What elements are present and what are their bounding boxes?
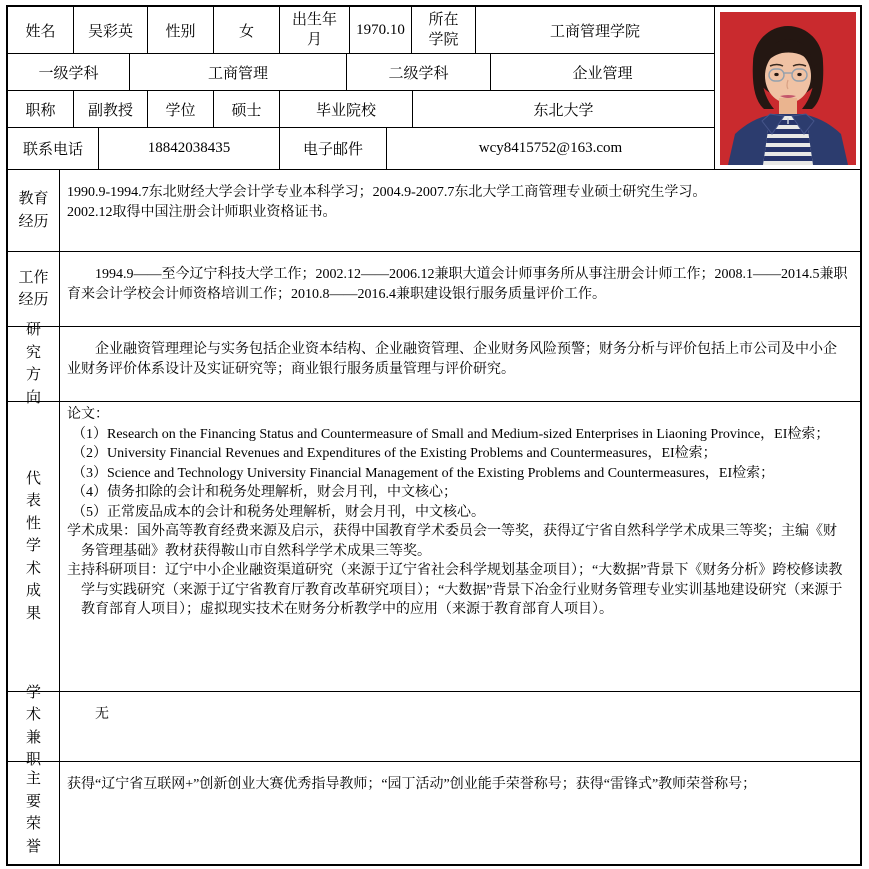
section-honors bbox=[8, 762, 860, 864]
title-value: 副教授 bbox=[74, 91, 148, 127]
phone-value: 18842038435 bbox=[99, 128, 280, 169]
education-content bbox=[60, 170, 860, 251]
achievements-content bbox=[60, 402, 860, 691]
section-positions bbox=[8, 684, 860, 768]
education-line: 2002.12取得中国注册会计师职业资格证书。 bbox=[67, 204, 337, 220]
portrait-photo-icon bbox=[720, 12, 856, 165]
info-row-3 bbox=[8, 91, 714, 128]
positions-content bbox=[60, 692, 860, 761]
gender-label: 性别 bbox=[148, 7, 214, 53]
research-projects: 主持科研项目：辽宁中小企业融资渠道研究（来源于辽宁省社会科学规划基金项目）；“大数据”背景下《财务分析》跨校修读教学与实践研究（来源于辽宁省教育厅教育改革研究项目）；“大数据”背景下冶金行业财务管理专业实训基地建设研究（来源于教育部育人项目）；虚拟现实技术在财务分析教学中的应用（来源于教育部育人项目）。 bbox=[67, 563, 843, 617]
section-achievements bbox=[8, 402, 860, 692]
section-education bbox=[8, 170, 860, 252]
honors-text: 获得“辽宁省互联网+”创新创业大赛优秀指导教师；“园丁活动”创业能手荣誉称号；获得“雷锋式”教师荣誉称号； bbox=[67, 777, 757, 792]
email-value: wcy8415752@163.com bbox=[478, 140, 623, 156]
college-label: 所在学院 bbox=[412, 7, 476, 53]
name-label: 姓名 bbox=[8, 7, 74, 53]
info-row-4 bbox=[8, 128, 714, 169]
birth-label: 出生年月 bbox=[280, 7, 350, 53]
section-research bbox=[8, 322, 860, 406]
paper-item: （2）University Financial Revenues and Expenditures of the Existing Problems and Countermeasures，EI检索； bbox=[72, 446, 717, 461]
faculty-profile-table bbox=[6, 5, 862, 866]
basic-info-grid bbox=[8, 7, 714, 169]
positions-label: 学术兼职 bbox=[8, 692, 60, 761]
birth-value: 1970.10 bbox=[350, 7, 412, 53]
basic-info-section bbox=[8, 7, 860, 170]
college-value: 工商管理学院 bbox=[549, 23, 640, 40]
section-work bbox=[8, 252, 860, 327]
alma-mater-value: 东北大学 bbox=[533, 102, 594, 119]
info-row-2 bbox=[8, 54, 714, 91]
title-label: 职称 bbox=[8, 91, 74, 127]
photo-cell bbox=[714, 7, 860, 169]
honors-label: 主要荣誉 bbox=[8, 762, 60, 864]
research-content bbox=[60, 327, 860, 401]
research-text: 企业融资管理理论与实务包括企业资本结构、企业融资管理、企业财务风险预警；财务分析与评价包括上市公司及中小企业财务评价体系设计及实证研究等；商业银行服务质量管理与评价研究。 bbox=[67, 342, 837, 377]
alma-mater-label: 毕业院校 bbox=[280, 91, 413, 127]
discipline2-label: 二级学科 bbox=[347, 54, 491, 90]
degree-value: 硕士 bbox=[214, 91, 280, 127]
discipline1-value: 工商管理 bbox=[130, 54, 347, 90]
info-row-1 bbox=[8, 7, 714, 54]
discipline1-label: 一级学科 bbox=[8, 54, 130, 90]
work-text: 1994.9——至今辽宁科技大学工作；2002.12——2006.12兼职大道会计师事务所从事注册会计师工作；2008.1——2014.5兼职育来会计学校会计师资格培训工作；2010.8——2016.4兼职建设银行服务质量评价工作。 bbox=[67, 267, 848, 302]
papers-heading: 论文： bbox=[67, 407, 109, 422]
email-label: 电子邮件 bbox=[280, 128, 387, 169]
paper-item: （4）债务扣除的会计和税务处理解析，财会月刊，中文核心； bbox=[72, 485, 457, 500]
positions-text: 无 bbox=[95, 707, 109, 722]
honors-content bbox=[60, 762, 860, 864]
paper-item: （1）Research on the Financing Status and Countermeasure of Small and Medium-sized Enterprises in Liaoning Province，EI检索； bbox=[72, 426, 830, 442]
achievements-label: 代表性学术成果 bbox=[8, 402, 60, 691]
academic-results: 学术成果：国外高等教育经费来源及启示，获得中国教育学术委员会一等奖，获得辽宁省自然科学学术成果三等奖；主编《财务管理基础》教材获得鞍山市自然科学学术成果三等奖。 bbox=[67, 524, 837, 559]
discipline2-value: 企业管理 bbox=[572, 65, 633, 82]
name-value: 吴彩英 bbox=[74, 7, 148, 53]
work-label: 工作经历 bbox=[8, 252, 60, 326]
education-line: 1990.9-1994.7东北财经大学会计学专业本科学习；2004.9-2007.7东北大学工商管理专业硕士研究生学习。 bbox=[67, 185, 707, 200]
paper-item: （5）正常废品成本的会计和税务处理解析，财会月刊，中文核心。 bbox=[72, 504, 485, 520]
gender-value: 女 bbox=[214, 7, 280, 53]
work-content bbox=[60, 252, 860, 326]
paper-item: （3）Science and Technology University Financial Management of the Existing Problems and Countermeasures，EI检索； bbox=[72, 465, 775, 481]
education-label: 教育经历 bbox=[8, 170, 60, 251]
phone-label: 联系电话 bbox=[8, 128, 99, 169]
research-label: 研究方向 bbox=[8, 327, 60, 401]
degree-label: 学位 bbox=[148, 91, 214, 127]
